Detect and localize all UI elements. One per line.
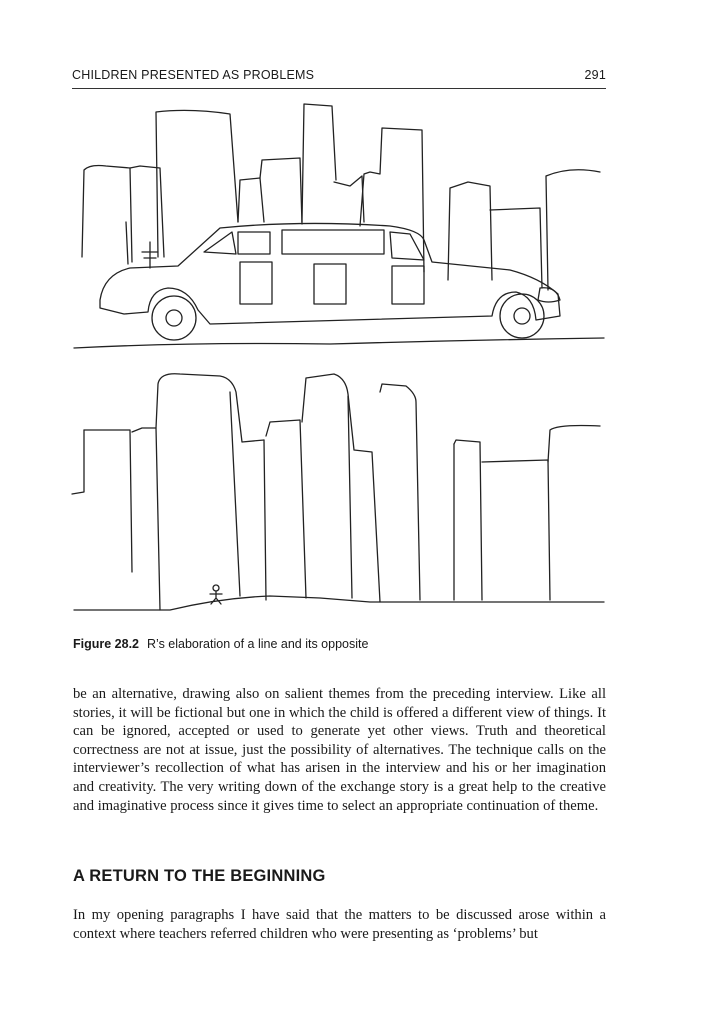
column	[264, 440, 266, 600]
page-number: 291	[584, 68, 606, 82]
column	[266, 420, 306, 598]
figure-caption-text: R’s elaboration of a line and its opposite	[147, 637, 369, 651]
column	[84, 430, 132, 572]
ground-line	[74, 338, 604, 348]
section-heading: A RETURN TO THE BEGINNING	[73, 867, 326, 885]
cross-figure	[142, 242, 158, 268]
column	[482, 460, 550, 600]
body-paragraph-1: be an alternative, drawing also on salient themes from the preceding interview. Like all stories, it will be fictional but one in which the child is offered a different view of things. It can be ignored, accepted or used to generate yet other views. Truth and theoretical correctness are not at issue, just the possibility of alternatives. The technique calls on the interviewer’s recollection of what has arisen in the interview and his or her imagination and creativity. The very writing down of the exchange story is a great help to the creative and imaginative process since it gives time to select an appropriate continuation of theme.	[73, 686, 606, 814]
column	[230, 392, 240, 596]
building	[334, 176, 364, 222]
column	[380, 384, 420, 600]
building	[546, 170, 600, 290]
limousine-hubcap	[514, 308, 530, 324]
column	[548, 426, 600, 463]
column	[302, 374, 380, 602]
building	[82, 166, 132, 263]
body-paragraph-2: In my opening paragraphs I have said that the matters to be discussed arose within a context where teachers referred children who were presenting as ‘problems’ but	[73, 907, 606, 942]
limousine-door	[314, 264, 346, 304]
limousine-door	[240, 262, 272, 304]
running-title: CHILDREN PRESENTED AS PROBLEMS	[72, 68, 315, 82]
column	[132, 428, 160, 610]
limousine-window	[238, 232, 270, 254]
running-header	[72, 66, 606, 89]
figure-28-2-drawings	[70, 102, 610, 622]
column	[454, 440, 482, 600]
limousine-headlight	[538, 288, 560, 302]
building	[302, 104, 336, 222]
limousine-window	[390, 232, 424, 260]
building	[260, 158, 302, 224]
top-drawing-limousine-city	[74, 104, 604, 348]
building	[126, 222, 128, 264]
limousine-wheel	[500, 294, 544, 338]
limousine-window	[282, 230, 384, 254]
limousine-door	[392, 266, 424, 304]
column	[72, 430, 84, 494]
building	[156, 110, 238, 257]
building	[490, 208, 542, 288]
figure-label: Figure 28.2	[73, 637, 139, 651]
figure-caption	[73, 637, 368, 651]
building	[238, 178, 264, 222]
bottom-drawing-columns-figure	[72, 374, 604, 610]
column	[156, 374, 264, 442]
limousine-wheel	[152, 296, 196, 340]
ground-line	[74, 596, 604, 610]
limousine-window	[204, 232, 236, 254]
limousine-hubcap	[166, 310, 182, 326]
building	[130, 166, 164, 257]
